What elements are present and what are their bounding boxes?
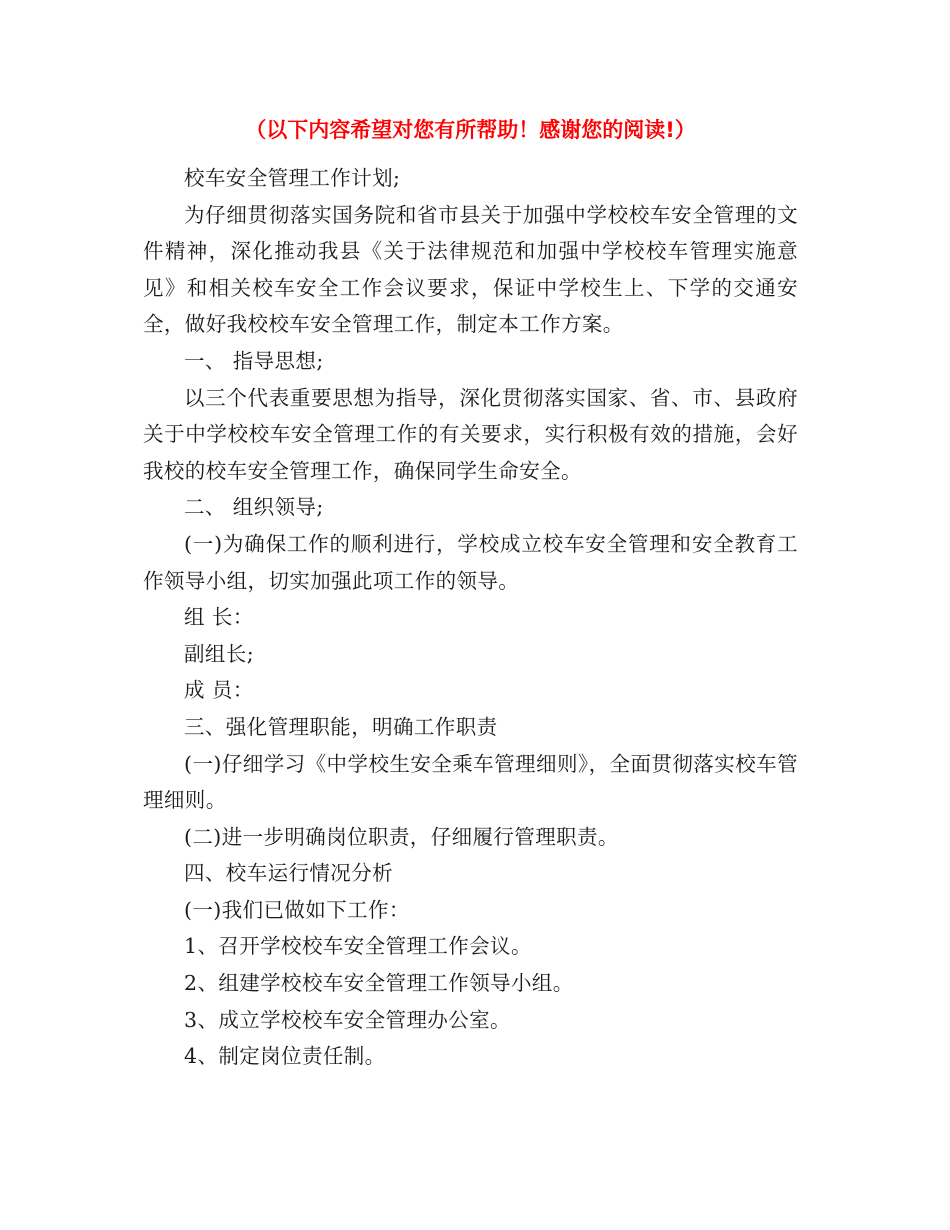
section-heading-responsibilities: 三、强化管理职能，明确工作职责 bbox=[184, 714, 498, 739]
thank-you-banner: （以下内容希望对您有所帮助！感谢您的阅读!） bbox=[245, 118, 696, 142]
deputy-leader-line: 副组长; bbox=[184, 641, 255, 666]
analysis-subheading: (一)我们已做如下工作： bbox=[184, 897, 410, 922]
work-item-2: 2、组建学校校车安全管理工作领导小组。 bbox=[184, 971, 574, 996]
guiding-thought-paragraph: 以三个代表重要思想为指导，深化贯彻落实国家、省、市、县政府关于中学校校车安全管理工作的有关要求，实行积极有效的措施，会好我校的校车安全管理工作，确保同学生命安全。 bbox=[143, 385, 798, 483]
work-item-1: 1、召开学校校车安全管理工作会议。 bbox=[184, 934, 532, 959]
work-item-3: 3、成立学校校车安全管理办公室。 bbox=[184, 1007, 511, 1032]
intro-paragraph: 为仔细贯彻落实国务院和省市县关于加强中学校校车安全管理的文件精神，深化推动我县《关于法律规范和加强中学校校车管理实施意见》和相关校车安全工作会议要求，保证中学校生上、下学的交通安全，做好我校校车安全管理工作，制定本工作方案。 bbox=[143, 202, 798, 337]
section-heading-organization: 二、 组织领导; bbox=[184, 495, 324, 520]
responsibility-item-2: (二)进一步明确岗位职责，仔细履行管理职责。 bbox=[184, 824, 619, 849]
responsibility-item-1: (一)仔细学习《中学校生安全乘车管理细则》，全面贯彻落实校车管理细则。 bbox=[143, 751, 798, 813]
organization-paragraph: (一)为确保工作的顺利进行，学校成立校车安全管理和安全教育工作领导小组，切实加强此项工作的领导。 bbox=[143, 531, 798, 593]
leader-line: 组 长： bbox=[184, 605, 254, 630]
section-heading-analysis: 四、校车运行情况分析 bbox=[184, 861, 393, 886]
members-line: 成 员： bbox=[184, 678, 254, 703]
section-heading-guiding-thought: 一、 指导思想; bbox=[184, 348, 324, 373]
plan-title: 校车安全管理工作计划; bbox=[184, 166, 401, 190]
document-body bbox=[143, 112, 798, 1075]
work-item-4: 4、制定岗位责任制。 bbox=[184, 1044, 386, 1069]
